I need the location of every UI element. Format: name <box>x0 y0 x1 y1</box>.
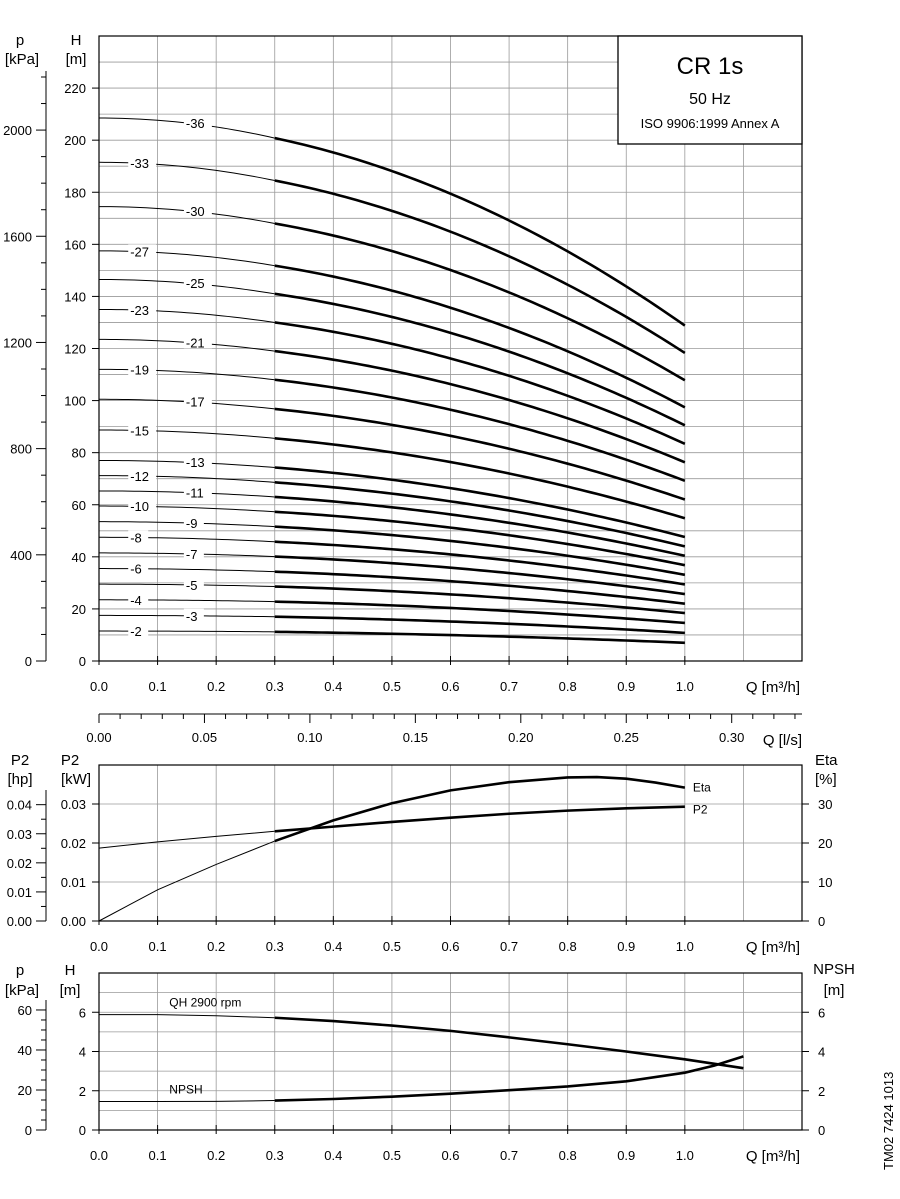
qh-xtick-label: 0.4 <box>324 679 343 694</box>
kpa-axis-tick-label: 1600 <box>3 229 32 245</box>
npsh-xtick-label: 0.2 <box>207 1148 226 1163</box>
kw-axis-tick-label: 0.01 <box>60 875 86 890</box>
qh-curve-label: -10 <box>130 499 150 515</box>
qh-xtick-label: 0.7 <box>500 679 519 694</box>
qh-curve-label: -12 <box>130 468 150 484</box>
npsh-right-axis-name: NPSH <box>813 961 855 978</box>
h-axis-tick-label: 100 <box>64 393 86 409</box>
eta-axis-tick-label: 0 <box>818 914 826 929</box>
h-axis-tick-label: 160 <box>64 237 86 253</box>
eta-axis-name: Eta <box>815 752 838 769</box>
hp-axis-tick-label: 0.02 <box>6 855 32 871</box>
qh-curve-label: -33 <box>130 155 150 171</box>
qh-curve-label: -5 <box>185 577 198 593</box>
qh-curve-label: -6 <box>130 561 142 577</box>
npsh-h-axis-name: H <box>64 962 76 979</box>
kpa-axis-tick-label: 800 <box>10 441 32 457</box>
h-axis-tick-label: 200 <box>64 133 86 149</box>
qh-curve-thin <box>99 537 275 541</box>
npsh-xtick-label: 0.4 <box>324 1148 343 1163</box>
kpa-axis-tick-label: 0 <box>24 654 32 669</box>
power-xtick-label: 0.2 <box>207 939 226 954</box>
npsh-right-axis-tick-label: 6 <box>818 1005 826 1021</box>
qh-xtick-label: 0.5 <box>382 679 401 694</box>
kpa-axis-unit: [kPa] <box>4 51 40 68</box>
npsh-curve-thin <box>99 1101 275 1102</box>
npsh-x-axis-unit: Q [m³/h] <box>745 1148 800 1165</box>
power-xtick-label: 0.9 <box>617 939 636 954</box>
qh-xtick-label: 0.1 <box>148 679 167 694</box>
qh-chart <box>3 32 802 696</box>
npsh-h-axis-unit: [m] <box>59 982 81 999</box>
chart-standard-note: ISO 9906:1999 Annex A <box>640 116 780 131</box>
hp-axis-tick-label: 0.00 <box>6 914 32 929</box>
qh-xtick-label: 0.3 <box>265 679 284 694</box>
power-curve-thin <box>99 841 275 921</box>
kpa-axis-name: p <box>15 32 25 49</box>
qh-curve-thin <box>99 631 275 632</box>
npsh-kpa-axis-tick-label: 40 <box>17 1042 32 1058</box>
qh-xtick-label: 1.0 <box>675 679 694 694</box>
eta-axis-tick-label: 30 <box>818 797 833 812</box>
qh-curve-label: -30 <box>185 203 205 219</box>
eta-axis-tick-label: 10 <box>818 875 833 890</box>
ls-axis-tick-label: 0.05 <box>191 730 218 745</box>
h-axis-tick-label: 220 <box>64 81 86 97</box>
eta-axis-unit: [%] <box>815 771 837 788</box>
qh-x-axis-unit: Q [m³/h] <box>745 679 800 696</box>
qh-curve-thin <box>99 309 275 322</box>
chart-title: CR 1s <box>676 53 744 80</box>
qh-curve-label: -19 <box>130 362 150 378</box>
qh-curve <box>275 409 685 500</box>
qh-curve-thin <box>99 162 275 180</box>
qh-curve-label: -13 <box>185 455 205 471</box>
hp-axis-tick-label: 0.01 <box>6 884 32 900</box>
ls-axis-tick-label: 0.00 <box>86 730 112 745</box>
qh-curve <box>275 527 685 575</box>
ls-axis-tick-label: 0.20 <box>508 730 534 745</box>
qh-xtick-label: 0.2 <box>207 679 226 694</box>
kw-axis-tick-label: 0.03 <box>60 797 86 812</box>
npsh-xtick-label: 0.5 <box>382 1148 401 1163</box>
hp-axis-tick-label: 0.04 <box>6 797 32 813</box>
npsh-curve-thin <box>99 1015 275 1018</box>
qh-curve <box>275 266 685 408</box>
h-axis-tick-label: 80 <box>71 445 86 461</box>
npsh-xtick-label: 0.7 <box>500 1148 519 1163</box>
npsh-h-axis-tick-label: 0 <box>78 1123 86 1138</box>
document-code: TM02 7424 1013 <box>881 1071 896 1170</box>
qh-curve-label: -21 <box>185 335 205 351</box>
qh-curve <box>275 224 685 381</box>
qh-curve <box>275 632 685 643</box>
ls-axis-tick-label: 0.10 <box>297 730 323 745</box>
power-xtick-label: 0.3 <box>265 939 284 954</box>
h-axis-name: H <box>70 32 82 49</box>
h-axis-tick-label: 40 <box>71 549 86 565</box>
npsh-xtick-label: 0.0 <box>89 1148 109 1163</box>
npsh-xtick-label: 0.8 <box>558 1148 577 1163</box>
qh-curve-label: -8 <box>130 530 142 546</box>
npsh-kpa-axis-tick-label: 0 <box>24 1123 32 1138</box>
power-xtick-label: 0.8 <box>558 939 577 954</box>
kw-axis-tick-label: 0.02 <box>60 836 86 851</box>
qh-curve-label: -25 <box>185 276 205 292</box>
qh-curve-thin <box>99 251 275 266</box>
h-axis-tick-label: 140 <box>64 289 86 305</box>
ls-axis-tick-label: 0.25 <box>613 730 639 745</box>
npsh-xtick-label: 0.6 <box>441 1148 460 1163</box>
hp-axis-name: P2 <box>10 752 30 769</box>
qh-curve-label: -3 <box>185 608 198 624</box>
hp-axis-tick-label: 0.03 <box>6 826 32 842</box>
hp-axis-unit: [hp] <box>7 771 33 788</box>
qh-curve-label: -4 <box>130 592 142 608</box>
power-xtick-label: 0.0 <box>89 939 109 954</box>
npsh-xtick-label: 0.1 <box>148 1148 167 1163</box>
qh-curve-thin <box>99 430 275 438</box>
npsh-xtick-label: 1.0 <box>675 1148 694 1163</box>
h-axis-tick-label: 120 <box>64 341 86 357</box>
power-xtick-label: 0.5 <box>382 939 401 954</box>
kw-axis-tick-label: 0.00 <box>60 914 86 929</box>
qh-xtick-label: 0.9 <box>617 679 636 694</box>
kw-axis-name: P2 <box>60 752 80 769</box>
qh-curve-label: -7 <box>185 546 198 562</box>
qh-curve <box>275 380 685 481</box>
eta-axis-tick-label: 20 <box>818 836 833 851</box>
power-xtick-label: 0.6 <box>441 939 460 954</box>
power-curve-thin <box>99 831 275 848</box>
qh-curve-label: -15 <box>130 423 150 439</box>
h-axis-tick-label: 180 <box>64 185 86 201</box>
qh-curve-label: -36 <box>185 116 205 132</box>
ls-axis-tick-label: 0.30 <box>719 730 745 745</box>
h-axis-tick-label: 60 <box>71 497 86 513</box>
power-xtick-label: 0.1 <box>148 939 167 954</box>
qh-curve-label: -11 <box>185 485 204 501</box>
npsh-kpa-axis-unit: [kPa] <box>4 982 40 999</box>
h-axis-tick-label: 0 <box>78 654 86 669</box>
power-xtick-label: 0.7 <box>500 939 519 954</box>
kpa-axis-tick-label: 2000 <box>3 123 32 139</box>
qh-curve-label: -17 <box>185 394 205 410</box>
kw-axis-unit: [kW] <box>61 771 91 788</box>
kpa-axis-tick-label: 400 <box>10 547 32 563</box>
qh-curve-thin <box>99 600 275 602</box>
npsh-chart <box>5 961 855 1165</box>
npsh-xtick-label: 0.3 <box>265 1148 284 1163</box>
ls-axis-tick-label: 0.15 <box>402 730 429 745</box>
qh-curve-label: -9 <box>185 515 198 531</box>
npsh-right-axis-unit: [m] <box>823 982 845 999</box>
power-x-axis-unit: Q [m³/h] <box>745 939 800 956</box>
npsh-h-axis-tick-label: 4 <box>78 1044 86 1060</box>
qh-xtick-label: 0.8 <box>558 679 577 694</box>
power-xtick-label: 0.4 <box>324 939 343 954</box>
npsh-h-axis-tick-label: 6 <box>78 1005 86 1021</box>
power-curve-label: Eta <box>692 780 711 795</box>
ls-axis-unit: Q [l/s] <box>762 732 802 749</box>
qh-xtick-label: 0.6 <box>441 679 460 694</box>
npsh-h-axis-tick-label: 2 <box>78 1083 86 1099</box>
qh-curve-label: -27 <box>130 244 150 260</box>
npsh-kpa-axis-tick-label: 20 <box>17 1082 32 1098</box>
power-efficiency-chart <box>7 752 838 956</box>
flow-ls-axis <box>86 714 802 749</box>
npsh-right-axis-tick-label: 0 <box>818 1123 826 1138</box>
qh-curve <box>275 602 685 623</box>
npsh-kpa-axis-name: p <box>15 962 25 979</box>
npsh-curve-label: QH 2900 rpm <box>169 995 242 1010</box>
h-axis-unit: [m] <box>65 51 87 68</box>
qh-curve-thin <box>99 569 275 572</box>
npsh-kpa-axis-tick-label: 60 <box>17 1002 32 1018</box>
qh-curve-label: -2 <box>130 624 142 640</box>
qh-xtick-label: 0.0 <box>89 679 109 694</box>
npsh-curve-label: NPSH <box>169 1082 203 1097</box>
power-xtick-label: 1.0 <box>675 939 694 954</box>
kpa-axis-tick-label: 1200 <box>3 335 32 351</box>
npsh-right-axis-tick-label: 2 <box>818 1083 826 1099</box>
npsh-right-axis-tick-label: 4 <box>818 1044 826 1060</box>
npsh-xtick-label: 0.9 <box>617 1148 636 1163</box>
chart-subtitle: 50 Hz <box>689 91 731 108</box>
qh-curve-label: -23 <box>130 302 150 318</box>
qh-curve-thin <box>99 506 275 512</box>
h-axis-tick-label: 20 <box>71 601 86 617</box>
power-curve-label: P2 <box>692 802 708 817</box>
